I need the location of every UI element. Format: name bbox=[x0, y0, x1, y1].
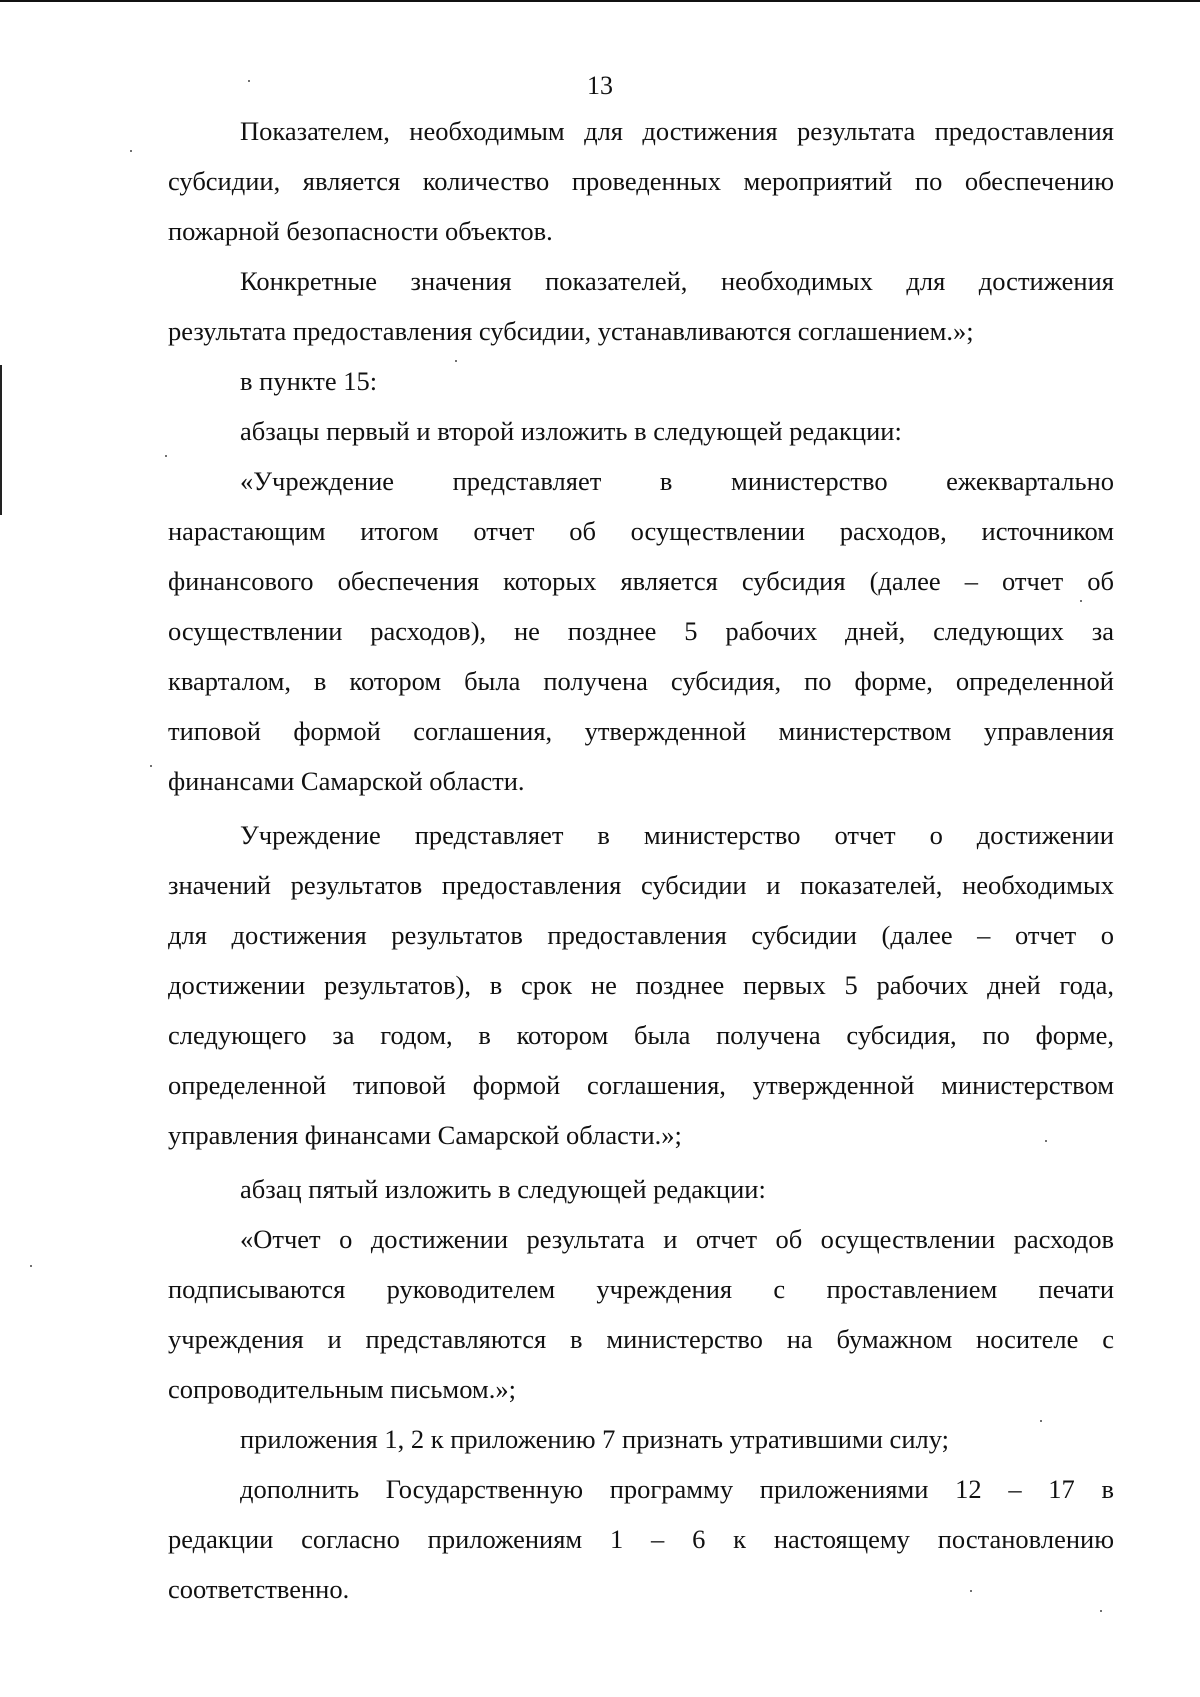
paragraph bbox=[168, 456, 1114, 806]
scan-speck bbox=[248, 80, 250, 82]
text-line: Учреждение представляет в министерство отчет о достижении bbox=[240, 820, 1114, 850]
text-line: достижении результатов), в срок не позднее первых 5 рабочих дней года, bbox=[168, 970, 1114, 1000]
text-line: абзац пятый изложить в следующей редакции: bbox=[240, 1174, 766, 1204]
scan-speck bbox=[1045, 1140, 1047, 1142]
text-line: абзацы первый и второй изложить в следующей редакции: bbox=[240, 416, 902, 446]
text-line: кварталом, в котором была получена субсидия, по форме, определенной bbox=[168, 666, 1114, 696]
text-line: пожарной безопасности объектов. bbox=[168, 216, 553, 246]
text-line: дополнить Государственную программу приложениями 12 – 17 в bbox=[240, 1474, 1114, 1504]
text-line: финансового обеспечения которых является субсидия (далее – отчет об bbox=[168, 566, 1114, 596]
scan-speck bbox=[455, 360, 457, 362]
paragraph bbox=[168, 1164, 1114, 1214]
text-line: нарастающим итогом отчет об осуществлении расходов, источником bbox=[168, 516, 1114, 546]
page-number: 13 bbox=[587, 71, 613, 100]
text-line: осуществлении расходов), не позднее 5 рабочих дней, следующих за bbox=[168, 616, 1114, 646]
text-line: Показателем, необходимым для достижения результата предоставления bbox=[240, 116, 1114, 146]
paragraph bbox=[168, 106, 1114, 256]
scan-speck bbox=[130, 150, 132, 152]
scan-speck bbox=[1100, 1610, 1102, 1612]
scan-speck bbox=[30, 1265, 32, 1267]
text-line: подписываются руководителем учреждения с проставлением печати bbox=[168, 1274, 1114, 1304]
text-line: субсидии, является количество проведенных мероприятий по обеспечению bbox=[168, 166, 1114, 196]
text-line: «Отчет о достижении результата и отчет об осуществлении расходов bbox=[240, 1224, 1114, 1254]
text-line: учреждения и представляются в министерство на бумажном носителе с bbox=[168, 1324, 1114, 1354]
paragraph bbox=[168, 256, 1114, 356]
scan-speck bbox=[1040, 1420, 1042, 1422]
text-line: определенной типовой формой соглашения, утвержденной министерством bbox=[168, 1070, 1114, 1100]
text-line: управления финансами Самарской области.»; bbox=[168, 1120, 682, 1150]
paragraph bbox=[168, 1464, 1114, 1614]
scan-speck bbox=[150, 765, 152, 767]
text-line: типовой формой соглашения, утвержденной министерством управления bbox=[168, 716, 1114, 746]
text-line: «Учреждение представляет в министерство ежеквартально bbox=[240, 466, 1114, 496]
scan-speck bbox=[165, 455, 167, 457]
text-line: сопроводительным письмом.»; bbox=[168, 1374, 516, 1404]
text-line: редакции согласно приложениям 1 – 6 к настоящему постановлению bbox=[168, 1524, 1114, 1554]
paragraph bbox=[168, 356, 1114, 406]
scan-speck bbox=[1080, 600, 1082, 602]
text-line: соответственно. bbox=[168, 1574, 350, 1604]
text-line: значений результатов предоставления субсидии и показателей, необходимых bbox=[168, 870, 1114, 900]
text-line: для достижения результатов предоставления субсидии (далее – отчет о bbox=[168, 920, 1114, 950]
paragraph bbox=[168, 810, 1114, 1160]
text-line: результата предоставления субсидии, устанавливаются соглашением.»; bbox=[168, 316, 974, 346]
paragraph bbox=[168, 406, 1114, 456]
text-line: следующего за годом, в котором была получена субсидия, по форме, bbox=[168, 1020, 1114, 1050]
scan-margin-mark bbox=[0, 365, 2, 515]
paragraph bbox=[168, 1214, 1114, 1414]
scan-speck bbox=[970, 1590, 972, 1592]
document-body bbox=[168, 106, 1114, 1614]
text-line: приложения 1, 2 к приложению 7 признать утратившими силу; bbox=[240, 1424, 949, 1454]
text-line: финансами Самарской области. bbox=[168, 766, 525, 796]
paragraph bbox=[168, 1414, 1114, 1464]
text-line: в пункте 15: bbox=[240, 366, 378, 396]
text-line: Конкретные значения показателей, необходимых для достижения bbox=[240, 266, 1114, 296]
top-border-line bbox=[0, 0, 1200, 2]
